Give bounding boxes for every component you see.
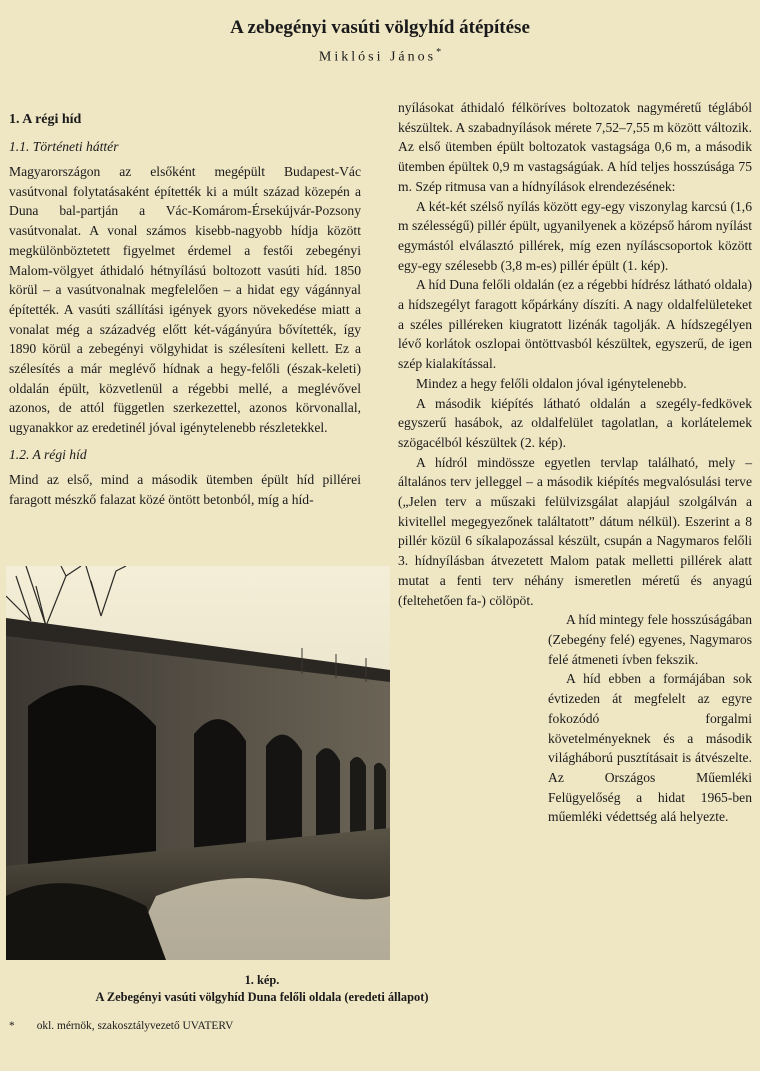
- paragraph: Mindez a hegy felőli oldalon jóval igénytelenebb.: [416, 375, 687, 391]
- paragraph: A híd ebben a formájában sok évtizeden át megfelelt az egyre fokozódó forgalmi követelményeknek és a második világháború pusztításait is átvészelte. Az Országos Műemléki Felügyelőség a hidat 1965-ben műemléki védettség alá helyezte.: [548, 671, 752, 825]
- subsection-heading-1-2: 1.2. A régi híd: [9, 446, 87, 462]
- paragraph: A két-két szélső nyílás között egy-egy viszonylag karcsú (1,6 m szélességű) pillér épült, ugyanilyenek a középső három nyílást egymástól elválasztó pillérek, míg ezen nyíláscsoportok között egy-egy szélesebb (3,8 m-es) pillér épült (1. kép).: [398, 198, 752, 273]
- footnote-mark: *: [9, 1020, 15, 1032]
- bridge-photo: [6, 566, 390, 960]
- paragraph: Magyarországon az elsőként megépült Budapest-Vác vasútvonal folytatásaként építették ki a múlt század közepén a Duna bal-partján a Vác-Komárom-Érsekújvár-Pozsony vasútvonalat. A vonal számos kisebb-nagyobb hídja között megkülönböztetett figyelmet érdemel a festői zebegényi Malom-völgyet áthidaló hétnyílású boltozott vasúti híd. 1850 körül – a vasútvonalnak megfelelően – a hidat egy vágánnyal építették. A vasúti szállítási igények gyors növekedése miatt a vonalat még a századvég előtt két-vágányúra bővítették, így 1890 körül a zebegényi völgyhidat is szélesíteni kellett. Ez a szélesítés a már meglévő hídnak a hegy-felőli (észak-keleti) oldalán épült, közvetlenül a régebbi mellé, a meglévővel azonos, de attól független szerkezettel, azonos körvonallal, ugyanakkor az eredetinél jóval igénytelenebb részletekkel.: [9, 164, 361, 436]
- left-column: [9, 110, 361, 509]
- article-title: A zebegényi vasúti völgyhíd átépítése: [230, 17, 530, 38]
- paragraph: A hídról mindössze egyetlen tervlap található, mely – általános terv jelleggel – a második kiépítés megvalósulási terve („Jelen terv a műszaki felülvizsgálat alapjául szolgálván a kivitellel megegyezőnek találtatott” dátum nélkül). Eszerint a 8 pillér közül 6 síkalapozással készült, csupán a Nagymaros felőli 3. hídnyílásban átvezetett Malom patak melletti pillérek alatt mutat a fenti terv néhány ismeretlen méretű és anyagú (feltehetően fa-) cölöpöt.: [398, 454, 752, 608]
- paragraph: A híd Duna felőli oldalán (ez a régebbi hídrész látható oldala) a hídszegélyt faragott kőpárkány díszíti. A nagy oldalfelületeket a széles pilléreken kiugratott lizénák tagolják. A hídszegélyen lévő korlátok oszlopai öntöttvasból készültek, egyszerű, de igen szép kialakítással.: [398, 277, 752, 372]
- figure-caption-text: A Zebegényi vasúti völgyhíd Duna felőli oldala (eredeti állapot): [95, 990, 429, 1004]
- section-heading-1: 1. A régi híd: [9, 112, 82, 127]
- subsection-heading-1-1: 1.1. Történeti háttér: [9, 139, 119, 154]
- paragraph: nyílásokat áthidaló félköríves boltozatok nagyméretű téglából készültek. A szabadnyílások mérete 7,52–7,55 m között változik. Az első ütemben épült boltozatok vastagsága 0,6 m, a második ütemben épültek 0,9 m vastagságúak. A híd teljes hosszúsága 75 m. Szép ritmusa van a hídnyílások elrendezésének:: [398, 100, 752, 194]
- author-name: Miklósi János: [318, 49, 437, 65]
- right-column: [398, 98, 752, 827]
- paragraph: A második kiépítés látható oldalán a szegély-fedkövek egyszerű hasábok, az oldalfelület tagolatlan, a korlátelemek szögacélból készültek (2. kép).: [398, 395, 752, 450]
- footnote: [9, 1020, 233, 1032]
- author-line: [0, 47, 760, 66]
- paragraph: Mind az első, mind a második ütemben épült híd pillérei faragott mészkő falazat közé öntött betonból, míg a híd-: [9, 471, 361, 507]
- narrow-text-block: [548, 610, 752, 827]
- figure-caption: [6, 972, 518, 1006]
- author-footnote-mark: *: [436, 47, 442, 58]
- figure-number: 1. kép.: [244, 973, 280, 987]
- footnote-text: okl. mérnök, szakosztályvezető UVATERV: [36, 1020, 234, 1032]
- paragraph: A híd mintegy fele hosszúságában (Zebegény felé) egyenes, Nagymaros felé átmeneti ívben fekszik.: [548, 612, 752, 667]
